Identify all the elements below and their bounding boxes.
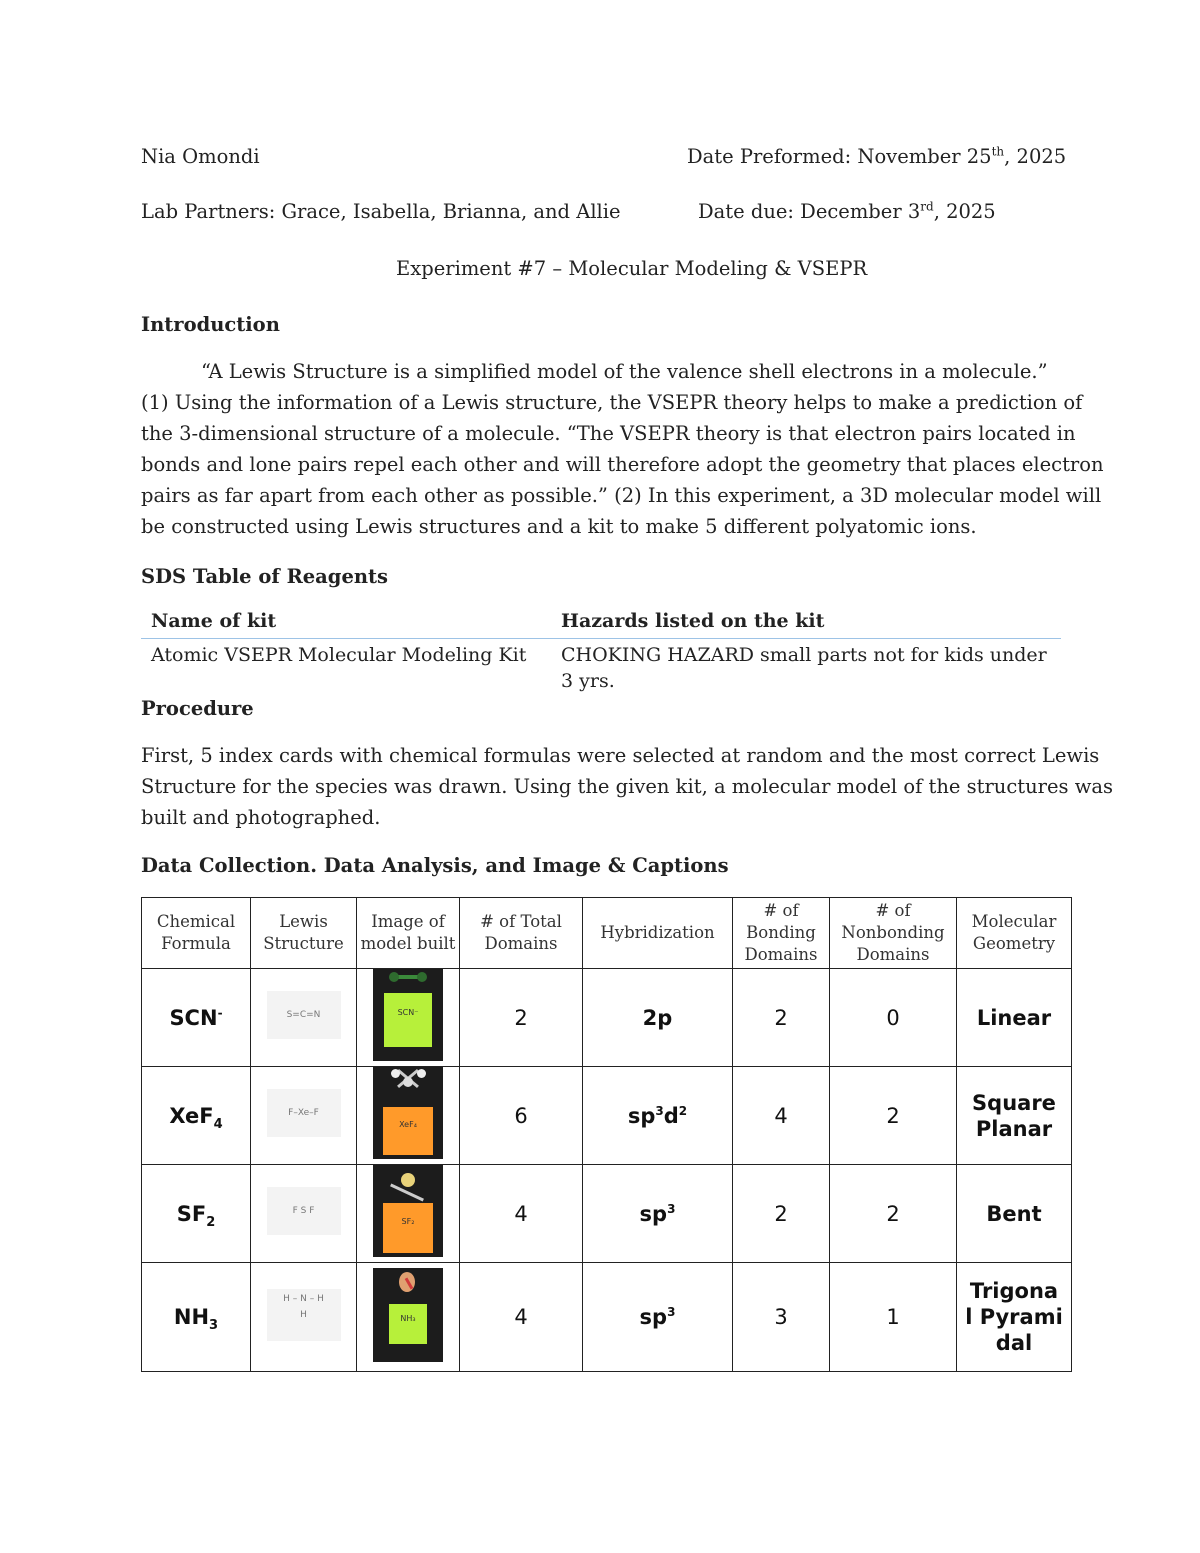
formula-card: XeF₄ bbox=[383, 1107, 433, 1155]
total-domains: 6 bbox=[460, 1067, 583, 1165]
hybridization: 2p bbox=[583, 969, 733, 1067]
lewis-structure-cell bbox=[251, 1165, 357, 1263]
date-performed bbox=[687, 141, 1066, 172]
sds-kit-hazards: CHOKING HAZARD small parts not for kids under 3 yrs. bbox=[561, 644, 1047, 692]
date-due-label: Date due: December 3 bbox=[698, 200, 921, 223]
molecular-geometry: Linear bbox=[957, 969, 1072, 1067]
formula-card: SF₂ bbox=[383, 1203, 433, 1253]
nonbonding-domains: 2 bbox=[830, 1165, 957, 1263]
nonbonding-domains: 0 bbox=[830, 969, 957, 1067]
hyb-superscript: 3 bbox=[667, 1201, 676, 1216]
col-nonbonding-domains: # of Nonbonding Domains bbox=[830, 898, 957, 969]
model-atom bbox=[417, 1069, 426, 1078]
sds-table bbox=[141, 606, 1061, 697]
formula-card: NH₃ bbox=[389, 1304, 427, 1344]
hyb-tail: d bbox=[663, 1103, 679, 1128]
procedure-line: First, 5 index cards with chemical formulas were selected at random and the most correct Lewis bbox=[141, 744, 1100, 767]
model-image-cell bbox=[357, 1067, 460, 1165]
chemical-formula bbox=[142, 1067, 251, 1165]
col-bonding-domains: # of Bonding Domains bbox=[733, 898, 830, 969]
intro-line: the 3-dimensional structure of a molecule. “The VSEPR theory is that electron pairs located in bbox=[141, 422, 1076, 445]
sds-header-row bbox=[141, 606, 1061, 639]
model-photo bbox=[373, 1067, 443, 1159]
formula-base: SF bbox=[176, 1201, 207, 1226]
formula-base: NH bbox=[173, 1305, 210, 1329]
lewis-line: H – N – H bbox=[283, 1293, 324, 1304]
date-performed-label: Date Preformed: November 25 bbox=[687, 145, 992, 168]
formula-subscript: 4 bbox=[213, 1116, 223, 1132]
data-header-row bbox=[142, 898, 1072, 969]
bonding-domains: 2 bbox=[733, 969, 830, 1067]
model-image-cell bbox=[357, 1263, 460, 1372]
formula-subscript: 3 bbox=[209, 1318, 219, 1334]
date-due-suffix: rd bbox=[920, 199, 934, 214]
hyb-base: sp bbox=[627, 1103, 656, 1128]
intro-line: bonds and lone pairs repel each other and will therefore adopt the geometry that places electron bbox=[141, 453, 1104, 476]
intro-line: “A Lewis Structure is a simplified model of the valence shell electrons in a molecule.” bbox=[201, 360, 1048, 383]
procedure-line: Structure for the species was drawn. Using the given kit, a molecular model of the structures was bbox=[141, 775, 1114, 798]
hyb-base: sp bbox=[639, 1305, 668, 1329]
experiment-title: Experiment #7 – Molecular Modeling & VSEPR bbox=[396, 257, 868, 280]
lewis-structure-cell bbox=[251, 969, 357, 1067]
sds-row bbox=[141, 639, 1061, 698]
lewis-structure-image: F S F bbox=[267, 1187, 341, 1235]
col-total-domains: # of Total Domains bbox=[460, 898, 583, 969]
col-image-of-model: Image of model built bbox=[357, 898, 460, 969]
procedure-heading: Procedure bbox=[141, 697, 254, 720]
intro-line: (1) Using the information of a Lewis structure, the VSEPR theory helps to make a prediction of bbox=[141, 391, 1083, 414]
model-image-cell bbox=[357, 969, 460, 1067]
total-domains: 4 bbox=[460, 1165, 583, 1263]
date-due-year: , 2025 bbox=[933, 200, 996, 223]
model-atom bbox=[403, 1077, 413, 1087]
bonding-domains: 2 bbox=[733, 1165, 830, 1263]
model-atom bbox=[401, 1173, 415, 1187]
date-due bbox=[698, 196, 996, 227]
date-performed-suffix: th bbox=[991, 144, 1005, 159]
chemical-formula bbox=[142, 1165, 251, 1263]
total-domains: 4 bbox=[460, 1263, 583, 1372]
lab-partners: Lab Partners: Grace, Isabella, Brianna, and Allie bbox=[141, 200, 621, 223]
table-row bbox=[142, 1067, 1072, 1165]
chemical-formula bbox=[142, 1263, 251, 1372]
lewis-structure-image: F–Xe–F bbox=[267, 1089, 341, 1137]
procedure-line: built and photographed. bbox=[141, 806, 381, 829]
procedure-body bbox=[141, 740, 1114, 833]
col-molecular-geometry: Molecular Geometry bbox=[957, 898, 1072, 969]
date-performed-year: , 2025 bbox=[1004, 145, 1067, 168]
chemical-formula bbox=[142, 969, 251, 1067]
lewis-structure-cell bbox=[251, 1067, 357, 1165]
total-domains: 2 bbox=[460, 969, 583, 1067]
introduction-heading: Introduction bbox=[141, 313, 280, 336]
hybridization bbox=[583, 1165, 733, 1263]
bonding-domains: 4 bbox=[733, 1067, 830, 1165]
student-name: Nia Omondi bbox=[141, 145, 260, 168]
hybridization bbox=[583, 1263, 733, 1372]
model-photo bbox=[373, 969, 443, 1061]
col-lewis-structure: Lewis Structure bbox=[251, 898, 357, 969]
sds-col-name: Name of kit bbox=[141, 606, 551, 639]
formula-base: SCN bbox=[169, 1005, 218, 1030]
table-row bbox=[142, 969, 1072, 1067]
intro-line: pairs as far apart from each other as possible.” (2) In this experiment, a 3D molecular model will bbox=[141, 484, 1102, 507]
col-chemical-formula: Chemical Formula bbox=[142, 898, 251, 969]
molecular-geometry: Trigona l Pyrami dal bbox=[957, 1263, 1072, 1372]
hyb-base: sp bbox=[639, 1201, 668, 1226]
formula-subscript: 2 bbox=[206, 1214, 216, 1230]
model-photo bbox=[373, 1165, 443, 1257]
bonding-domains: 3 bbox=[733, 1263, 830, 1372]
model-photo bbox=[373, 1268, 443, 1362]
formula-card: SCN⁻ bbox=[384, 993, 432, 1047]
col-hybridization: Hybridization bbox=[583, 898, 733, 969]
lewis-structure-image: S=C=N bbox=[267, 991, 341, 1039]
sds-kit-name: Atomic VSEPR Molecular Modeling Kit bbox=[151, 644, 527, 666]
nonbonding-domains: 1 bbox=[830, 1263, 957, 1372]
sds-col-hazards: Hazards listed on the kit bbox=[551, 606, 1061, 639]
lewis-structure-cell bbox=[251, 1263, 357, 1372]
model-image-cell bbox=[357, 1165, 460, 1263]
lewis-line: H bbox=[300, 1309, 307, 1320]
table-row bbox=[142, 1263, 1072, 1372]
data-table bbox=[141, 897, 1072, 1372]
molecular-geometry: Bent bbox=[957, 1165, 1072, 1263]
formula-charge: - bbox=[217, 1005, 223, 1020]
intro-line: be constructed using Lewis structures and a kit to make 5 different polyatomic ions. bbox=[141, 515, 977, 538]
lewis-structure-image bbox=[267, 1289, 341, 1341]
data-heading: Data Collection. Data Analysis, and Image & Captions bbox=[141, 854, 729, 877]
model-atom bbox=[391, 1069, 400, 1078]
model-atom bbox=[389, 972, 399, 982]
model-atom bbox=[417, 972, 427, 982]
molecular-geometry: Square Planar bbox=[957, 1067, 1072, 1165]
sds-heading: SDS Table of Reagents bbox=[141, 565, 389, 588]
hyb-superscript-2: 2 bbox=[678, 1103, 688, 1118]
table-row bbox=[142, 1165, 1072, 1263]
formula-base: XeF bbox=[169, 1103, 214, 1128]
introduction-body bbox=[141, 356, 1104, 542]
nonbonding-domains: 2 bbox=[830, 1067, 957, 1165]
hybridization bbox=[583, 1067, 733, 1165]
hyb-superscript: 3 bbox=[655, 1103, 664, 1118]
hyb-superscript: 3 bbox=[667, 1305, 676, 1319]
